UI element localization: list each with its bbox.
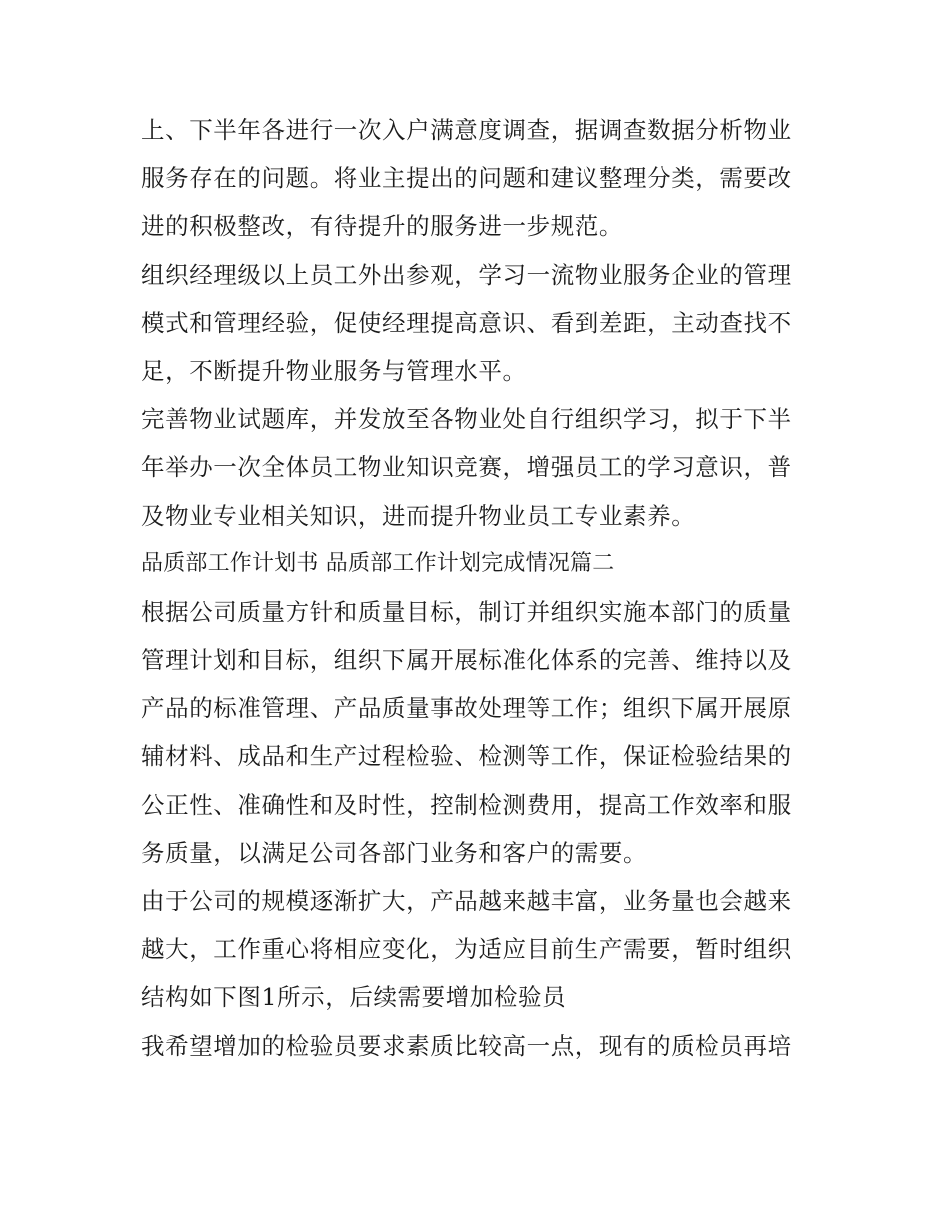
paragraph-survey xyxy=(141,106,813,251)
paragraph-organization xyxy=(141,877,813,1022)
text-line: 组织经理级以上员工外出参观，学习一流物业服务企业的管理 xyxy=(141,260,792,289)
text-line: 务质量，以满足公司各部门业务和客户的需要。 xyxy=(141,838,648,867)
text-line: 公正性、准确性和及时性，控制检测费用，提高工作效率和服 xyxy=(141,790,792,819)
text-line: 完善物业试题库，并发放至各物业处自行组织学习，拟于下半 xyxy=(141,405,792,434)
section-heading xyxy=(141,540,813,588)
text-line: 进的积极整改，有待提升的服务进一步规范。 xyxy=(141,212,623,241)
text-line: 足，不断提升物业服务与管理水平。 xyxy=(141,356,527,385)
text-line: 结构如下图1所示，后续需要增加检验员 xyxy=(141,983,567,1012)
text-line: 服务存在的问题。将业主提出的问题和建议整理分类，需要改 xyxy=(141,164,792,193)
text-line: 上、下半年各进行一次入户满意度调查，据调查数据分析物业 xyxy=(141,116,792,144)
text-line: 产品的标准管理、产品质量事故处理等工作；组织下属开展原 xyxy=(141,694,792,723)
text-line: 管理计划和目标，组织下属开展标准化体系的完善、维持以及 xyxy=(141,646,792,675)
text-line: 越大，工作重心将相应变化，为适应目前生产需要，暂时组织 xyxy=(141,935,792,964)
paragraph-training xyxy=(141,395,813,540)
paragraph-inspectors xyxy=(141,1022,813,1070)
paragraph-visit xyxy=(141,251,813,396)
text-line: 根据公司质量方针和质量目标，制订并组织实施本部门的质量 xyxy=(141,597,792,626)
text-line: 年举办一次全体员工物业知识竞赛，增强员工的学习意识，普 xyxy=(141,453,792,482)
text-line: 由于公司的规模逐渐扩大，产品越来越丰富，业务量也会越来 xyxy=(141,887,792,915)
document-body xyxy=(141,106,813,1070)
text-line: 模式和管理经验，促使经理提高意识、看到差距，主动查找不 xyxy=(141,308,792,337)
text-line: 品质部工作计划书 品质部工作计划完成情况篇二 xyxy=(141,550,615,576)
paragraph-quality-policy xyxy=(141,588,813,877)
text-line: 及物业专业相关知识，进而提升物业员工专业素养。 xyxy=(141,501,696,530)
text-line: 我希望增加的检验员要求素质比较高一点，现有的质检员再培 xyxy=(141,1031,792,1060)
text-line: 辅材料、成品和生产过程检验、检测等工作，保证检验结果的 xyxy=(141,742,792,771)
